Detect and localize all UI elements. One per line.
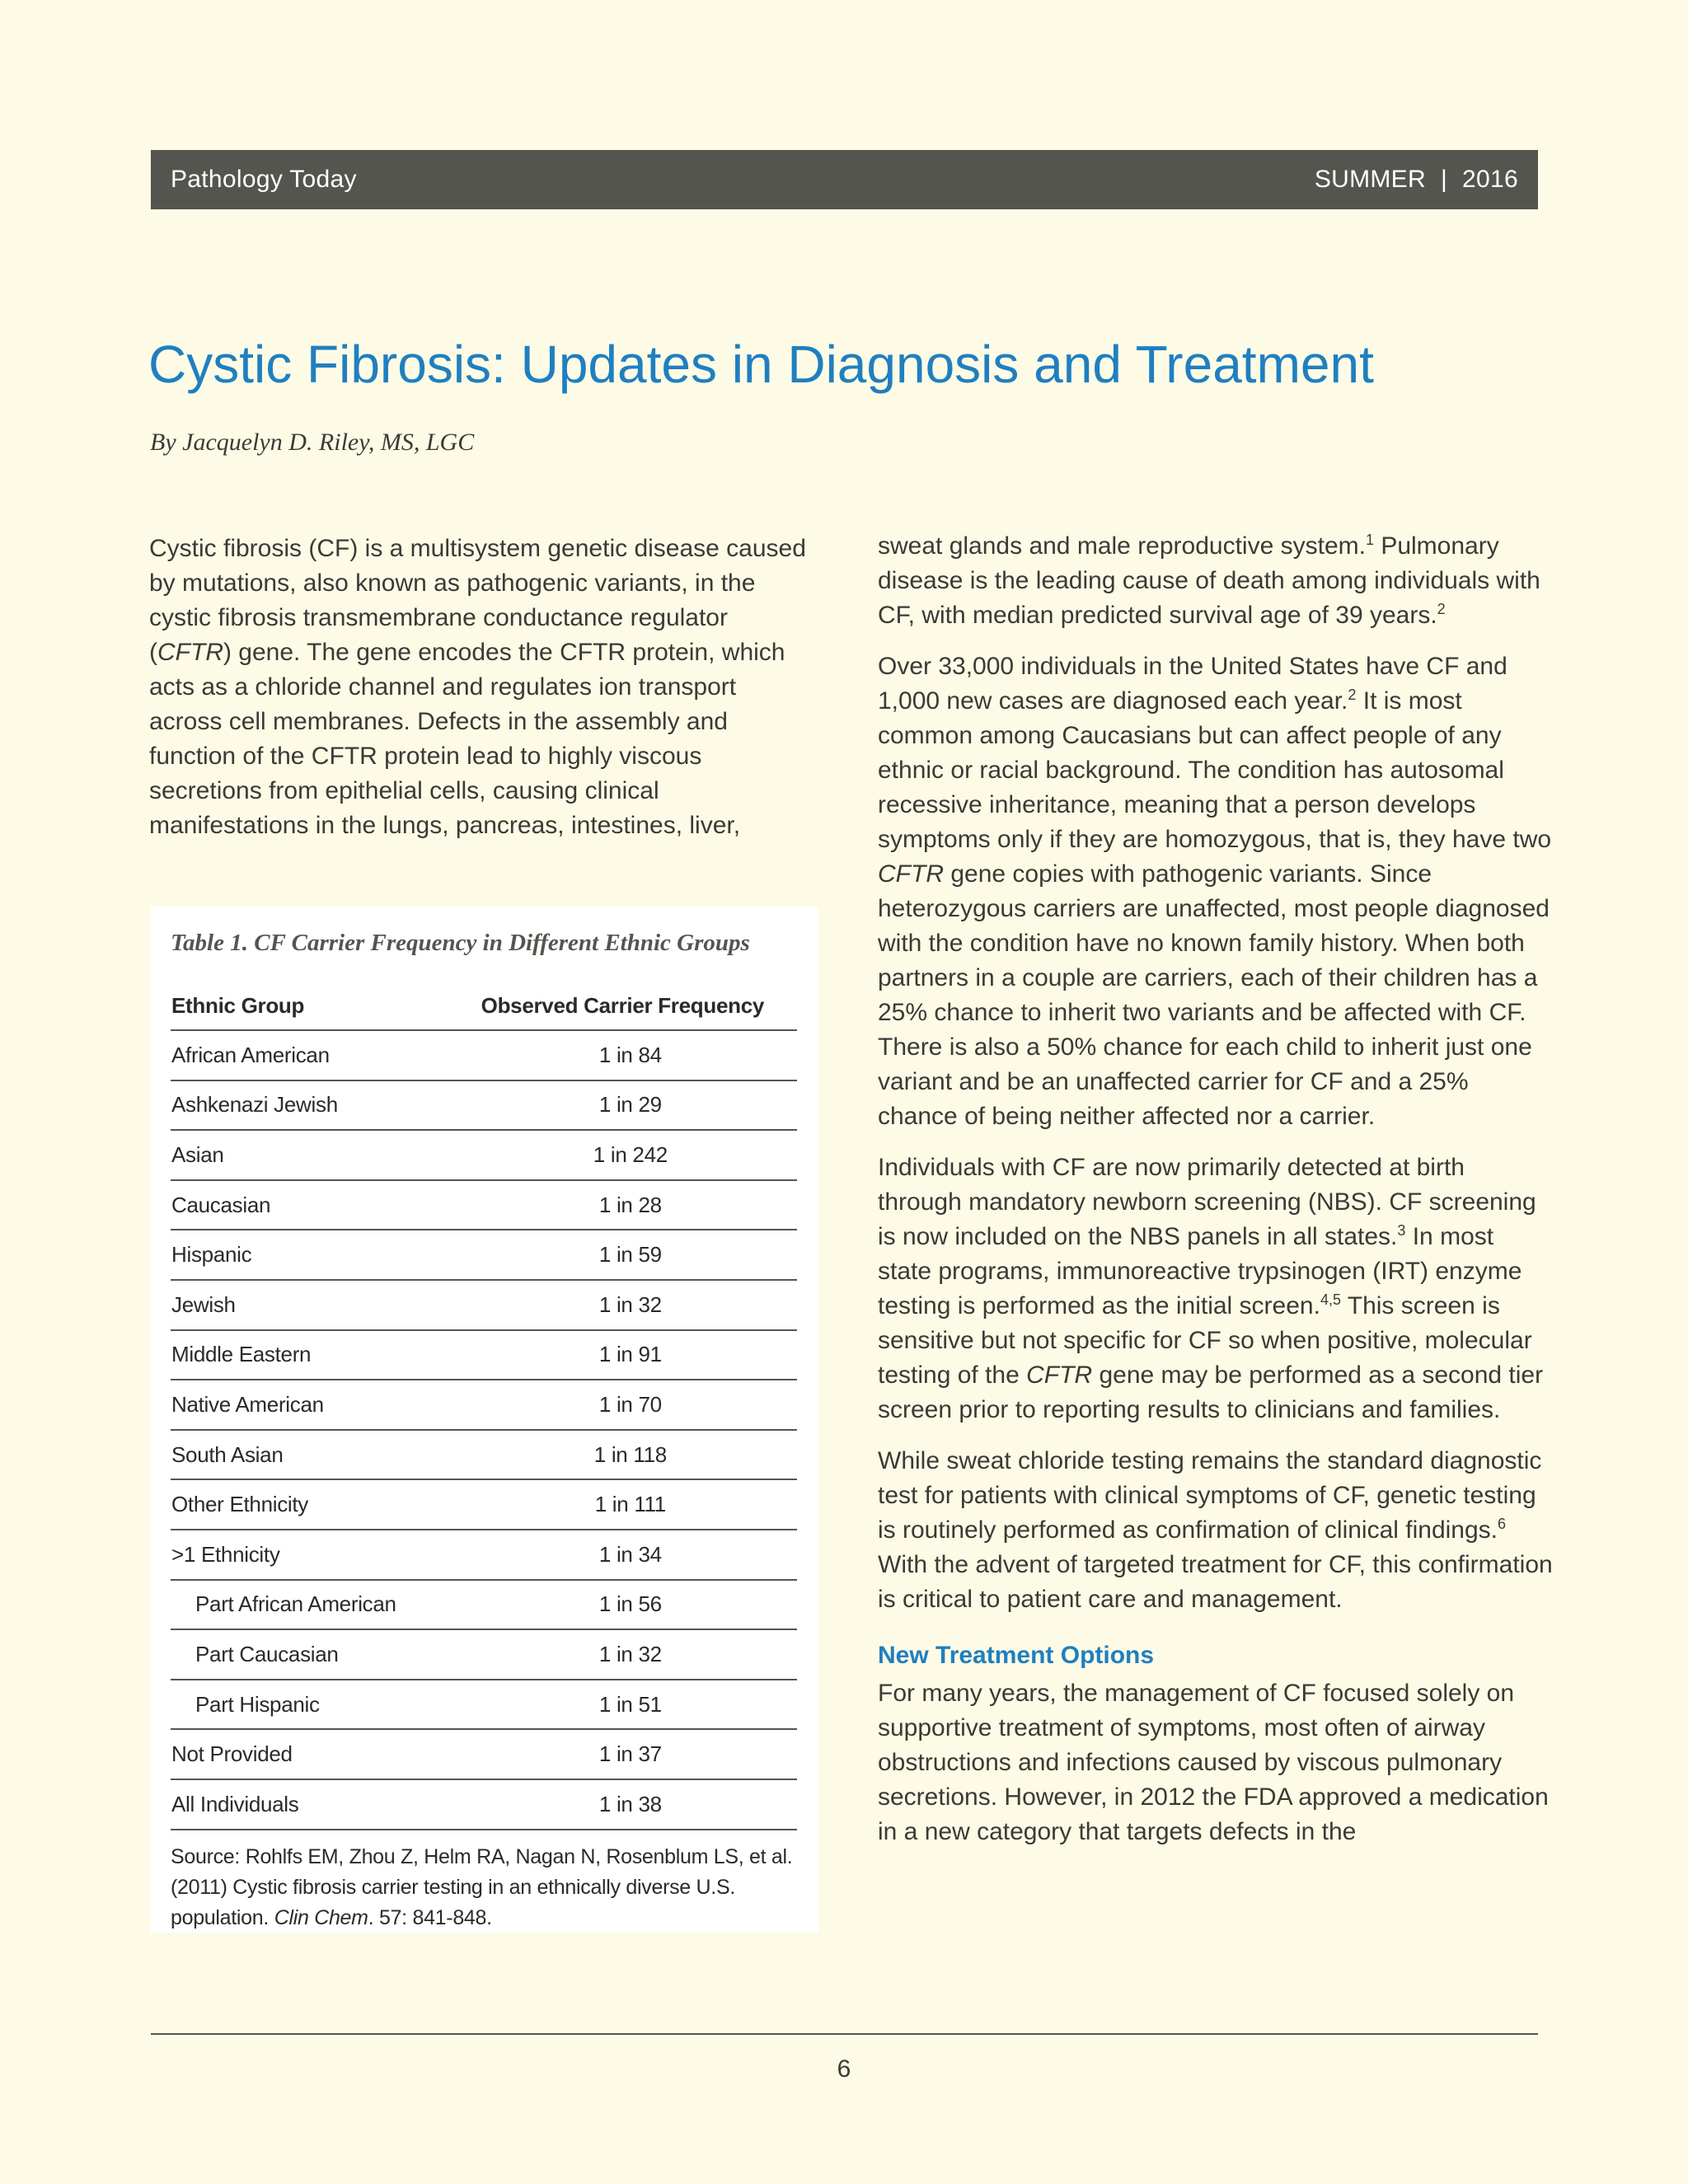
page-number: 6 [837,2055,851,2083]
table-1-panel [151,907,818,1933]
table-row [171,1130,797,1180]
group-cell: Part African American [171,1580,448,1630]
table-row [171,1230,797,1280]
table-row [171,1479,797,1530]
frequency-cell: 1 in 84 [448,1030,797,1080]
table-row [171,1280,797,1330]
group-cell: All Individuals [171,1779,448,1830]
frequency-cell: 1 in 242 [448,1130,797,1180]
frequency-cell: 1 in 37 [448,1729,797,1779]
group-cell: South Asian [171,1430,448,1480]
frequency-cell: 1 in 34 [448,1530,797,1580]
frequency-cell: 1 in 29 [448,1080,797,1131]
frequency-cell: 1 in 111 [448,1479,797,1530]
group-cell: Middle Eastern [171,1330,448,1380]
issue-year: 2016 [1462,166,1518,193]
group-cell: Jewish [171,1280,448,1330]
group-cell: Other Ethnicity [171,1479,448,1530]
paragraph-intro: Cystic fibrosis (CF) is a multisystem genetic disease caused by mutations, also known as pathogenic variants, in the cystic fibrosis transmembrane conductance regulator (CFTR) gene. The gene encodes the CFTR protein, which acts as a chloride channel and regulates ion transport across cell membranes. Defects in the assembly and function of the CFTR protein lead to highly viscous secretions from epithelial cells, causing clinical manifestations in the lungs, pancreas, intestines, liver, [149,535,806,839]
table-caption: Table 1. CF Carrier Frequency in Different Ethnic Groups [171,930,750,956]
running-header [151,150,1538,209]
group-cell: African American [171,1030,448,1080]
issue-date [1315,166,1518,194]
frequency-cell: 1 in 91 [448,1330,797,1380]
frequency-cell: 1 in 28 [448,1180,797,1230]
issue-separator: | [1440,166,1448,193]
table-row [171,1430,797,1480]
article-byline: By Jacquelyn D. Riley, MS, LGC [150,429,475,456]
group-cell: Hispanic [171,1230,448,1280]
frequency-cell: 1 in 51 [448,1680,797,1730]
group-cell: >1 Ethnicity [171,1530,448,1580]
issue-season: SUMMER [1314,166,1426,193]
table-source-note: Source: Rohlfs EM, Zhou Z, Helm RA, Nagan N, Rosenblum LS, et al. (2011) Cystic fibrosis carrier testing in an ethnically diverse U.S. population. Clin Chem. 57: 841-848. [171,1844,793,1929]
frequency-cell: 1 in 32 [448,1629,797,1680]
table-row [171,1080,797,1131]
table-row [171,1779,797,1830]
frequency-cell: 1 in 56 [448,1580,797,1630]
column-header-group: Ethnic Group [171,982,448,1030]
table-row [171,1530,797,1580]
table-row [171,1629,797,1680]
paragraph-screening: Individuals with CF are now primarily detected at birth through mandatory newborn screening (NBS). CF screening is now included on the NBS panels in all states.$^3$ In most state programs, immunoreactive trypsinogen (IRT) enzyme testing is performed as the initial screen.$^{4,5}$ This screen is sensitive but not specific for CF so when positive, molecular testing of the CFTR gene may be performed as a second tier screen prior to reporting results to clinicians and families. [878,1154,1544,1423]
table-row [171,1330,797,1380]
table-row [171,1030,797,1080]
frequency-cell: 1 in 38 [448,1779,797,1830]
table-row [171,1729,797,1779]
right-column [878,529,1554,1866]
frequency-cell: 1 in 118 [448,1430,797,1480]
frequency-cell: 1 in 59 [448,1230,797,1280]
frequency-cell: 1 in 32 [448,1280,797,1330]
paragraph-inheritance: Over 33,000 individuals in the United States have CF and 1,000 new cases are diagnosed each year.$^2$ It is most common among Caucasians but can affect people of any ethnic or racial background. The condition has autosomal recessive inheritance, meaning that a person develops symptoms only if they are homozygous, that is, they have two CFTR gene copies with pathogenic variants. Since heterozygous carriers are unaffected, most people diagnosed with the condition have no known family history. When both partners in a couple are carriers, each of their children has a 25% chance to inherit two variants and be affected with CF. There is also a 50% chance for each child to inherit just one variant and be an unaffected carrier for CF and a 25% chance of being neither affected nor a carrier. [878,653,1552,1130]
group-cell: Native American [171,1380,448,1430]
publication-name: Pathology Today [171,166,357,193]
carrier-frequency-table [171,982,797,1830]
left-column [149,532,809,860]
table-row [171,1180,797,1230]
article-title: Cystic Fibrosis: Updates in Diagnosis and Treatment [148,335,1374,394]
paragraph-symptoms: sweat glands and male reproductive system.$^1$ Pulmonary disease is the leading cause of death among individuals with CF, with median predicted survival age of 39 years.$^2$ [878,532,1540,629]
paragraph-testing: While sweat chloride testing remains the standard diagnostic test for patients with clinical symptoms of CF, genetic testing is routinely performed as confirmation of clinical findings.$^6$ With the advent of targeted treatment for CF, this confirmation is critical to patient care and management. [878,1447,1553,1613]
group-cell: Asian [171,1130,448,1180]
table-header-row [171,982,797,1030]
footer-divider [151,2033,1538,2035]
group-cell: Part Hispanic [171,1680,448,1730]
column-header-frequency: Observed Carrier Frequency [448,982,797,1030]
group-cell: Part Caucasian [171,1629,448,1680]
group-cell: Caucasian [171,1180,448,1230]
section-heading: New Treatment Options [878,1642,1155,1669]
table-row [171,1680,797,1730]
paragraph-treatment: For many years, the management of CF focused solely on supportive treatment of symptoms, most often of airway obstructions and infections caused by viscous pulmonary secretions. However, in 2012 the FDA approved a medication in a new category that targets defects in the [878,1680,1549,1845]
frequency-cell: 1 in 70 [448,1380,797,1430]
group-cell: Ashkenazi Jewish [171,1080,448,1131]
group-cell: Not Provided [171,1729,448,1779]
table-row [171,1580,797,1630]
table-row [171,1380,797,1430]
